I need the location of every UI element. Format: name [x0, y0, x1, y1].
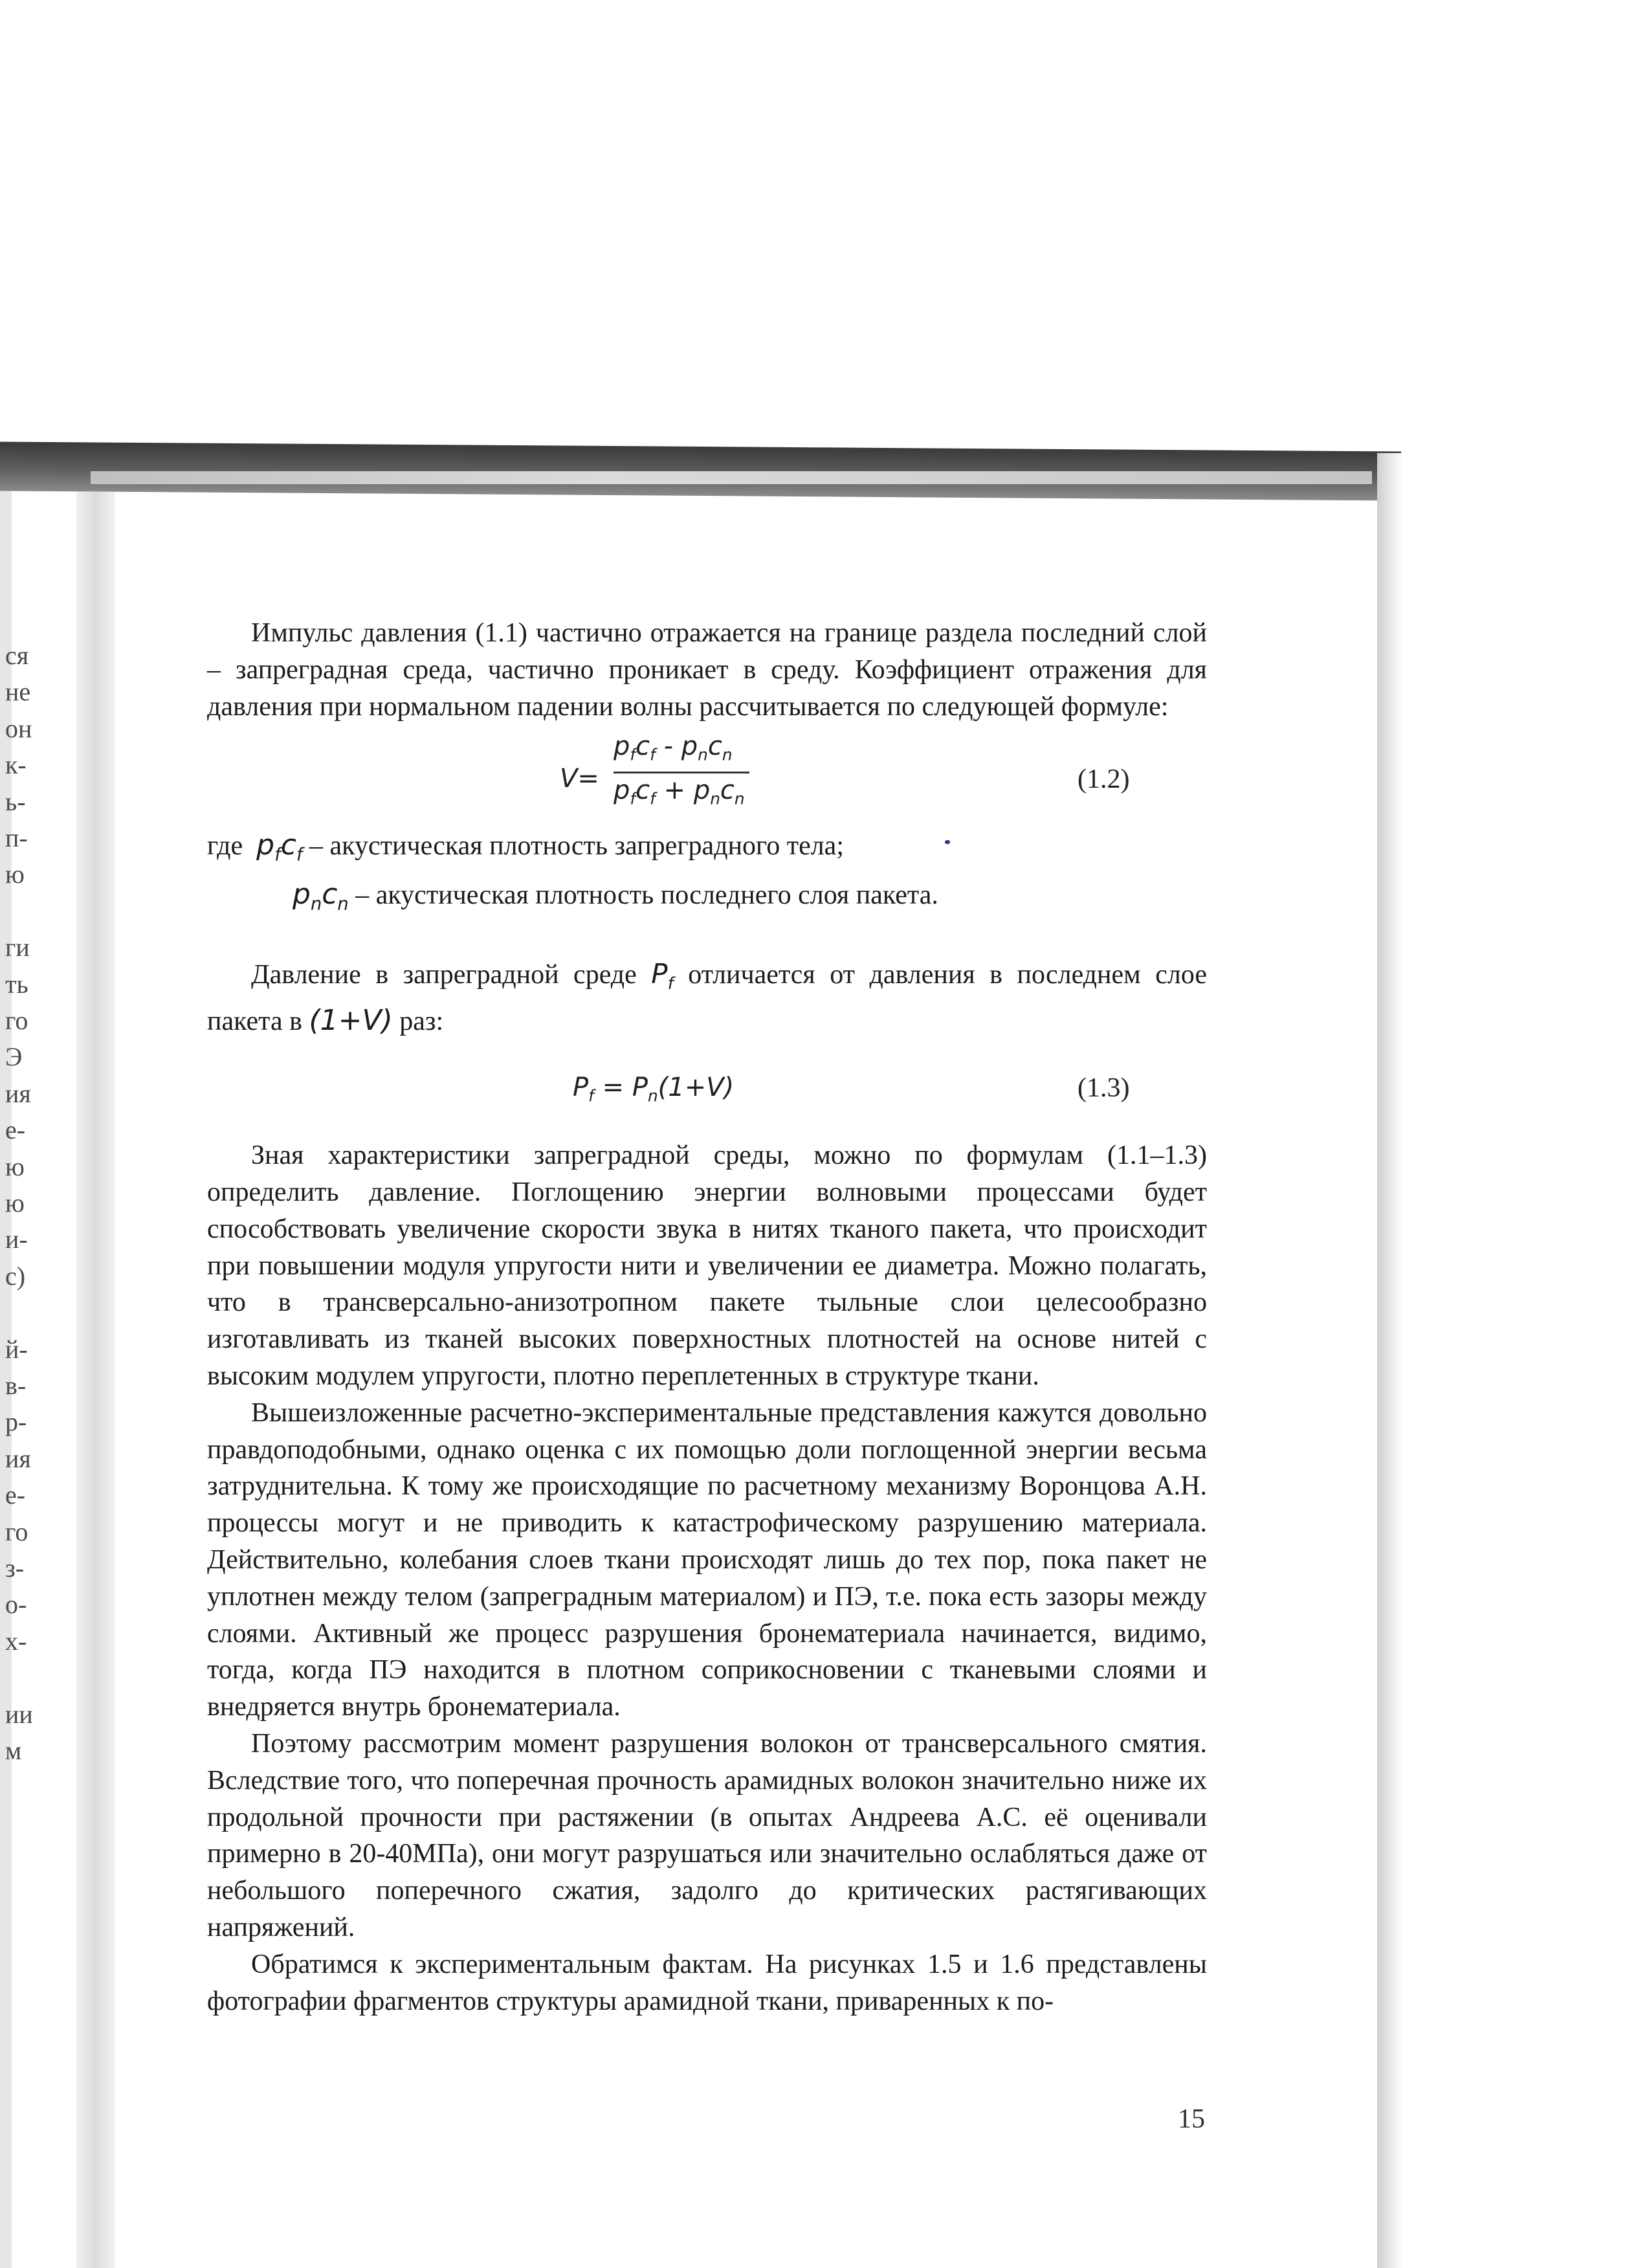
left-page-fragment: ги — [5, 933, 30, 962]
where-word: где — [207, 831, 243, 862]
left-page-fragment: ю — [5, 1188, 25, 1217]
left-page-fragment: п- — [5, 823, 28, 852]
where-line-1-text: – акустическая плотность запреградного тела; — [302, 831, 844, 862]
left-page-fragment: он — [5, 713, 32, 743]
where-line-2 — [207, 875, 1207, 924]
left-page-fragment: в- — [5, 1371, 27, 1400]
left-page-fragment: о- — [5, 1590, 27, 1619]
paragraph: Вышеизложенные расчетно-экспериментальные представления кажутся довольно правдоподобными, однако оценка с их помощью доли поглощенной энергии весьма затруднительна. К тому же происходящие по расчетному механизму Воронцова А.Н. процессы могут и не приводить к катастрофическому разрушению материала. Действительно, колебания слоев ткани происходят лишь до тех пор, пока пакет не уплотнен между телом (запреградным материалом) и ПЭ, т.е. пока есть зазоры между слоями. Активный же процесс разрушения бронематериала начинается, видимо, тогда, когда ПЭ находится в плотном соприкосновении с тканевыми слоями и внедряется внутрь бронематериала. — [207, 1397, 1207, 1722]
left-page-fragment: е- — [5, 1115, 26, 1145]
book-top-edge-highlight — [91, 471, 1372, 484]
paragraph: Обратимся к экспериментальным фактам. На рисунках 1.5 и 1.6 представлены фотографии фрагментов структуры арамидной ткани, приваренных к по- — [207, 1949, 1207, 2016]
paragraph: Поэтому рассмотрим момент разрушения волокон от трансверсального смятия. Вследствие того, что поперечная прочность арамидных волокон значительно ниже их продольной прочности при растяжении (в опытах Андреева А.С. её оценивали примерно в 20-40МПа), они могут разрушаться или значительно ослабляться даже от небольшого поперечного сжатия, задолго до критических растягивающих напряжений. — [207, 1728, 1207, 1942]
left-page-fragment: ю — [5, 1151, 25, 1181]
left-page-fragment: ия — [5, 1443, 31, 1473]
left-page-fragment: х- — [5, 1626, 27, 1656]
left-page-fragment: е- — [5, 1480, 26, 1510]
formula-denominator: $p_fc_f + p_nc_n$ — [614, 775, 745, 809]
left-page-fragment: ть — [5, 969, 28, 999]
left-page-fragment: к- — [5, 750, 27, 780]
formula-1-3 — [207, 1053, 1207, 1124]
left-page-fragment: с) — [5, 1261, 26, 1291]
left-page-fragment: ия — [5, 1078, 31, 1108]
formula-1-2 — [207, 731, 1207, 816]
left-page-fragment: й- — [5, 1334, 28, 1364]
formula-number: (1.3) — [1078, 1073, 1130, 1104]
where-block — [207, 826, 1207, 924]
left-page-fragment: ь- — [5, 786, 26, 816]
left-page-fragment: м — [5, 1736, 22, 1765]
left-page-fragment: го — [5, 1517, 28, 1546]
left-page-fragment: р- — [5, 1407, 27, 1437]
page-right-edge — [1377, 453, 1403, 2268]
symbol-pncn: $p_nc_n$ — [293, 877, 349, 915]
paragraph-pressure: Давление в запреградной среде $P_f$ отличается от давления в последнем слое пакета в (1+V) раз: — [207, 958, 1207, 1038]
where-line-2-text: – акустическая плотность последнего слоя пакета. — [348, 880, 938, 910]
left-page-fragment: и- — [5, 1225, 28, 1254]
left-page-fragment: ся — [5, 641, 29, 670]
symbol-pfcf: $p_fc_f$ — [256, 828, 303, 865]
left-page-fragment: з- — [5, 1553, 25, 1583]
left-page-fragment: не — [5, 677, 31, 707]
left-page-fragment: ии — [5, 1699, 33, 1729]
book-gutter — [76, 492, 115, 2268]
formula-lhs: V= — [560, 764, 599, 794]
paragraph: Зная характеристики запреградной среды, можно по формулам (1.1–1.3) определить давление. Поглощению энергии волновыми процессами будет способствовать увеличение скорости звука в нитях тканого пакета, что происходит при повышении модуля упругости нити и увеличении ее диаметра. Можно полагать, что в трансверсально-анизотропном пакете тыльные слои целесообразно изготавливать из тканей высоких поверхностных плотностей на основе нитей с высоким модулем упругости, плотно переплетенных в структуре ткани. — [207, 1140, 1207, 1391]
left-page-fragment: го — [5, 1006, 28, 1035]
page-number: 15 — [1178, 2104, 1205, 2134]
left-page-fragment: Э — [5, 1042, 23, 1072]
where-line-1 — [207, 826, 1207, 875]
ink-mark — [945, 840, 950, 844]
formula-numerator: $p_fc_f - p_nc_n$ — [614, 731, 733, 765]
page-body — [207, 615, 1207, 2019]
left-page-fragment: ю — [5, 860, 25, 889]
formula-1-3-expr: $P_f = P_n(1+V)$ — [573, 1073, 735, 1106]
paragraph: Импульс давления (1.1) частично отражается на границе раздела последний слой – запреградная среда, частично проникает в среду. Коэффициент отражения для давления при нормальном падении волны рассчитывается по следующей формуле: — [207, 618, 1207, 722]
formula-number: (1.2) — [1078, 764, 1130, 795]
fraction-bar — [614, 772, 749, 773]
